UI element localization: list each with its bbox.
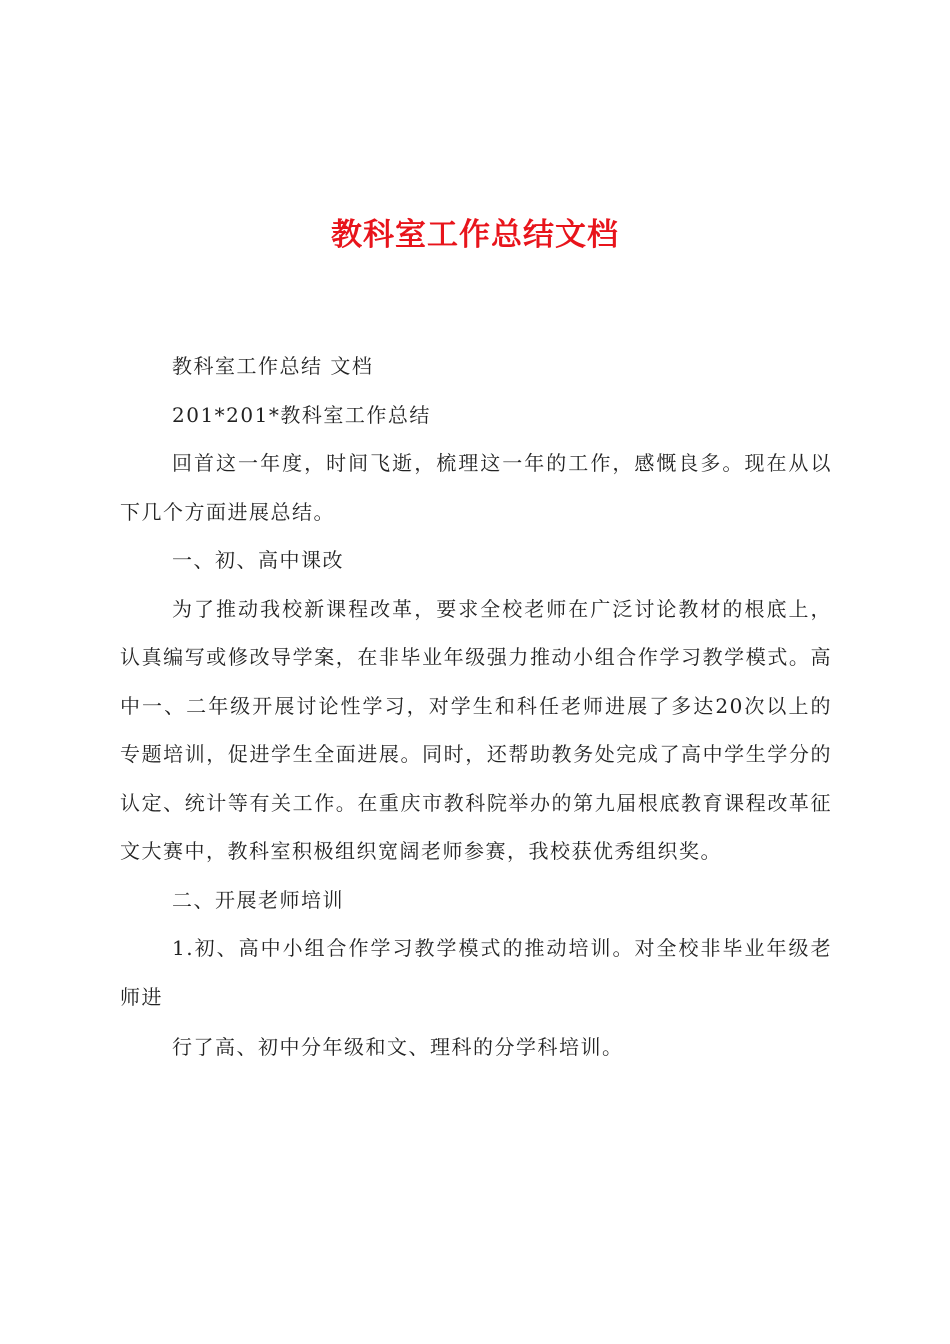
paragraph-curriculum-reform: 为了推动我校新课程改革，要求全校老师在广泛讨论教材的根底上，认真编写或修改导学案，在非毕业年级强力推动小组合作学习教学模式。高中一、二年级开展讨论性学习，对学生和科任老师进展了多达20次以上的专题培训，促进学生全面进展。同时，还帮助教务处完成了高中学生学分的认定、统计等有关工作。在重庆市教科院举办的第九届根底教育课程改革征文大赛中，教科室积极组织宽阔老师参赛，我校获优秀组织奖。 bbox=[120, 596, 832, 863]
document-body bbox=[120, 342, 832, 1072]
section-heading-2: 二、开展老师培训 bbox=[172, 887, 344, 912]
paragraph-heading-line: 教科室工作总结 文档 bbox=[172, 354, 374, 378]
paragraph-training-item-1: 1.初、高中小组合作学习教学模式的推动培训。对全校非毕业年级老师进 bbox=[120, 936, 832, 1009]
section-heading-1: 一、初、高中课改 bbox=[172, 548, 344, 572]
paragraph-training-continued: 行了高、初中分年级和文、理科的分学科培训。 bbox=[172, 1035, 624, 1059]
paragraph-intro: 回首这一年度，时间飞逝，梳理这一年的工作，感慨良多。现在从以下几个方面进展总结。 bbox=[120, 451, 832, 524]
document-title: 教科室工作总结文档 bbox=[331, 217, 619, 253]
paragraph-subtitle: 201*201*教科室工作总结 bbox=[172, 402, 431, 427]
